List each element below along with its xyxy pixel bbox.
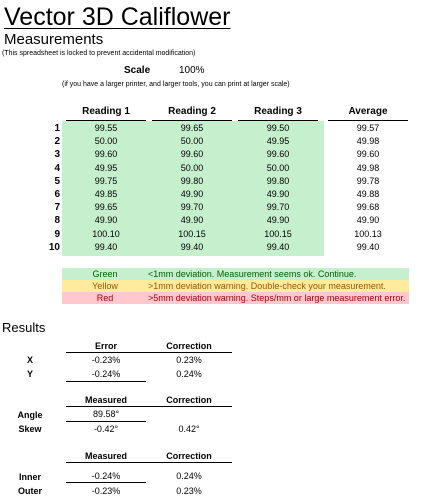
header-error: Error bbox=[94, 341, 117, 351]
header-reading-3: Reading 3 bbox=[254, 106, 302, 117]
average-cell: 49.98 bbox=[356, 162, 380, 173]
y-error: -0.24% bbox=[91, 369, 121, 379]
average-cell: 49.90 bbox=[356, 215, 380, 226]
results-heading: Results bbox=[2, 320, 46, 335]
skew-correction: 0.42° bbox=[178, 424, 200, 434]
scale-value[interactable]: 100% bbox=[179, 65, 205, 76]
row-number: 6 bbox=[54, 189, 60, 200]
row-label-skew: Skew bbox=[18, 424, 42, 434]
reading-3-cell[interactable]: 49.90 bbox=[266, 215, 290, 226]
legend-yellow-text: >1mm deviation warning. Double-check your measurement. bbox=[148, 281, 386, 291]
inner-measured: -0.24% bbox=[91, 471, 121, 481]
reading-2-cell[interactable]: 99.80 bbox=[180, 175, 204, 186]
row-label-x: X bbox=[26, 355, 33, 365]
column-underline bbox=[66, 381, 146, 382]
reading-2-cell[interactable]: 50.00 bbox=[180, 136, 204, 147]
reading-2-cell[interactable]: 49.90 bbox=[180, 189, 204, 199]
average-cell: 99.78 bbox=[356, 175, 380, 186]
reading-3-cell[interactable]: 99.80 bbox=[266, 175, 290, 186]
header-underline bbox=[328, 120, 408, 121]
lock-note: (This spreadsheet is locked to prevent accidental modification) bbox=[2, 50, 196, 57]
row-number: 4 bbox=[54, 162, 60, 174]
reading-3-cell[interactable]: 99.70 bbox=[266, 202, 290, 213]
reading-3-cell[interactable]: 49.95 bbox=[266, 136, 290, 147]
skew-measured: -0.42° bbox=[93, 424, 119, 434]
reading-2-cell[interactable]: 99.60 bbox=[180, 149, 204, 160]
sheet-title: Vector 3D Califlower bbox=[4, 3, 231, 31]
legend-red bbox=[62, 292, 409, 304]
reading-1-cell[interactable]: 99.40 bbox=[94, 241, 118, 252]
row-number: 10 bbox=[48, 241, 60, 253]
row-number: 8 bbox=[54, 215, 60, 227]
inner-correction: 0.24% bbox=[176, 471, 202, 481]
reading-1-cell[interactable]: 99.60 bbox=[94, 149, 118, 160]
outer-measured: -0.23% bbox=[91, 486, 121, 496]
x-error: -0.23% bbox=[91, 355, 121, 365]
reading-1-cell[interactable]: 99.55 bbox=[94, 123, 118, 133]
average-cell: 100.13 bbox=[354, 228, 382, 239]
header-underline bbox=[66, 352, 232, 353]
column-underline bbox=[66, 482, 146, 483]
reading-3-cell[interactable]: 50.00 bbox=[266, 162, 290, 173]
scale-note: (if you have a larger printer, and larger tools, you can print at larger scale) bbox=[62, 81, 290, 88]
reading-2-cell[interactable]: 49.90 bbox=[180, 215, 204, 226]
average-cell: 99.40 bbox=[356, 241, 380, 252]
header-underline bbox=[66, 406, 232, 407]
reading-1-cell[interactable]: 49.95 bbox=[94, 162, 118, 173]
reading-3-cell[interactable]: 99.50 bbox=[266, 123, 290, 133]
header-measured: Measured bbox=[84, 395, 128, 405]
legend-yellow-name: Yellow bbox=[92, 281, 118, 291]
y-correction: 0.24% bbox=[176, 369, 202, 379]
row-label-y: Y bbox=[26, 369, 33, 379]
legend-green bbox=[62, 268, 409, 280]
header-correction: Correction bbox=[166, 451, 212, 461]
row-label-inner: Inner bbox=[18, 472, 41, 482]
reading-1-cell[interactable]: 50.00 bbox=[94, 136, 118, 147]
row-number: 3 bbox=[54, 149, 60, 161]
angle-measured: 89.58° bbox=[92, 409, 120, 419]
row-number: 9 bbox=[54, 228, 60, 240]
legend-green-text: <1mm deviation. Measurement seems ok. Continue. bbox=[148, 269, 357, 279]
column-underline bbox=[66, 421, 146, 422]
x-correction: 0.23% bbox=[176, 355, 202, 365]
reading-1-cell[interactable]: 99.65 bbox=[94, 202, 118, 213]
legend-red-name: Red bbox=[96, 293, 114, 303]
header-underline bbox=[66, 462, 232, 463]
reading-2-cell[interactable]: 99.70 bbox=[180, 202, 204, 213]
reading-3-cell[interactable]: 99.40 bbox=[266, 241, 290, 252]
legend-green-name: Green bbox=[92, 269, 118, 279]
header-reading-2: Reading 2 bbox=[168, 106, 216, 117]
average-cell: 99.68 bbox=[356, 202, 380, 213]
reading-1-cell[interactable]: 100.10 bbox=[92, 228, 120, 239]
section-title-measurements: Measurements bbox=[4, 31, 104, 48]
reading-1-cell[interactable]: 49.90 bbox=[94, 215, 118, 226]
header-measured: Measured bbox=[84, 451, 128, 461]
header-correction: Correction bbox=[166, 395, 212, 405]
reading-3-cell[interactable]: 100.15 bbox=[264, 228, 292, 239]
header-reading-1: Reading 1 bbox=[82, 106, 130, 117]
row-label-outer: Outer bbox=[17, 486, 42, 496]
average-cell: 49.98 bbox=[356, 136, 380, 147]
legend-yellow bbox=[62, 280, 409, 292]
row-label-angle: Angle bbox=[17, 410, 43, 420]
row-number: 2 bbox=[54, 136, 60, 148]
outer-correction: 0.23% bbox=[176, 486, 202, 496]
reading-3-cell[interactable]: 49.90 bbox=[266, 189, 290, 199]
reading-2-cell[interactable]: 99.40 bbox=[180, 241, 204, 252]
header-average: Average bbox=[348, 106, 388, 117]
reading-2-cell[interactable]: 100.15 bbox=[178, 228, 206, 239]
average-cell: 49.88 bbox=[356, 189, 380, 199]
header-correction: Correction bbox=[166, 341, 212, 351]
average-cell: 99.60 bbox=[356, 149, 380, 160]
reading-3-cell[interactable]: 99.60 bbox=[266, 149, 290, 160]
legend-red-text: >5mm deviation warning. Steps/mm or large measurement error. bbox=[148, 293, 406, 303]
reading-2-cell[interactable]: 50.00 bbox=[180, 162, 204, 173]
scale-label: Scale bbox=[124, 65, 151, 76]
row-number: 7 bbox=[54, 202, 60, 214]
reading-1-cell[interactable]: 49.85 bbox=[94, 189, 118, 199]
average-cell: 99.57 bbox=[356, 123, 380, 133]
reading-1-cell[interactable]: 99.75 bbox=[94, 175, 118, 186]
row-number: 5 bbox=[54, 175, 60, 187]
reading-2-cell[interactable]: 99.65 bbox=[180, 123, 204, 133]
row-number: 1 bbox=[54, 123, 60, 134]
